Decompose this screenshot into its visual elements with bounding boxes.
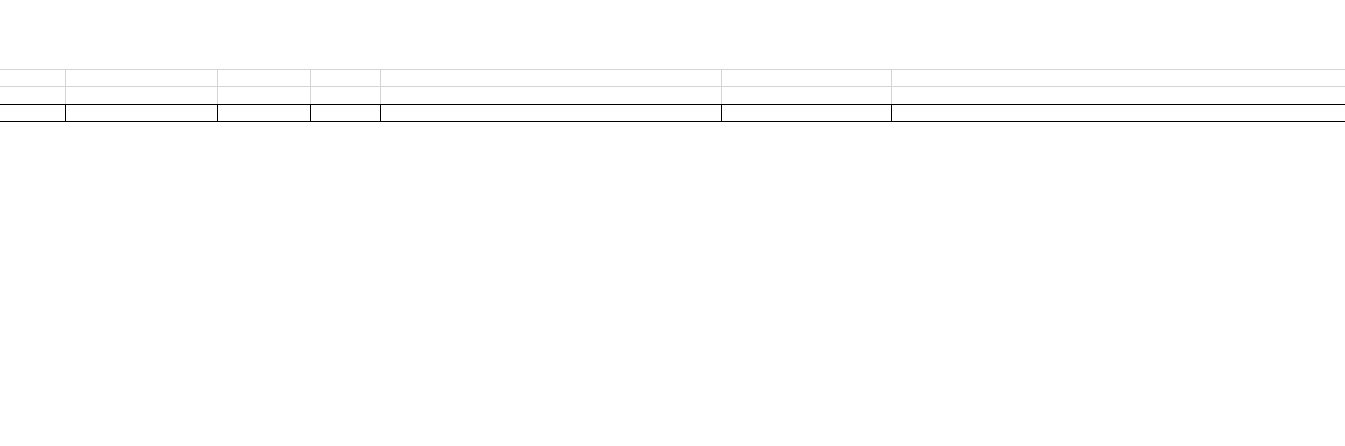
grid-line [0,69,1345,70]
grid-line [891,69,892,104]
header-date[interactable] [0,105,65,121]
grid-line [380,69,381,104]
header-patient[interactable] [65,105,217,121]
grid-line [65,69,66,104]
grid-line [721,69,722,104]
table-header [0,104,1345,122]
grid-line [310,69,311,104]
grid-line [0,86,1345,87]
header-operation[interactable] [721,105,891,121]
header-team[interactable] [891,105,1345,121]
header-mkb[interactable] [310,105,380,121]
header-birth[interactable] [217,105,310,121]
grid-line [217,69,218,104]
header-diagnosis[interactable] [380,105,721,121]
